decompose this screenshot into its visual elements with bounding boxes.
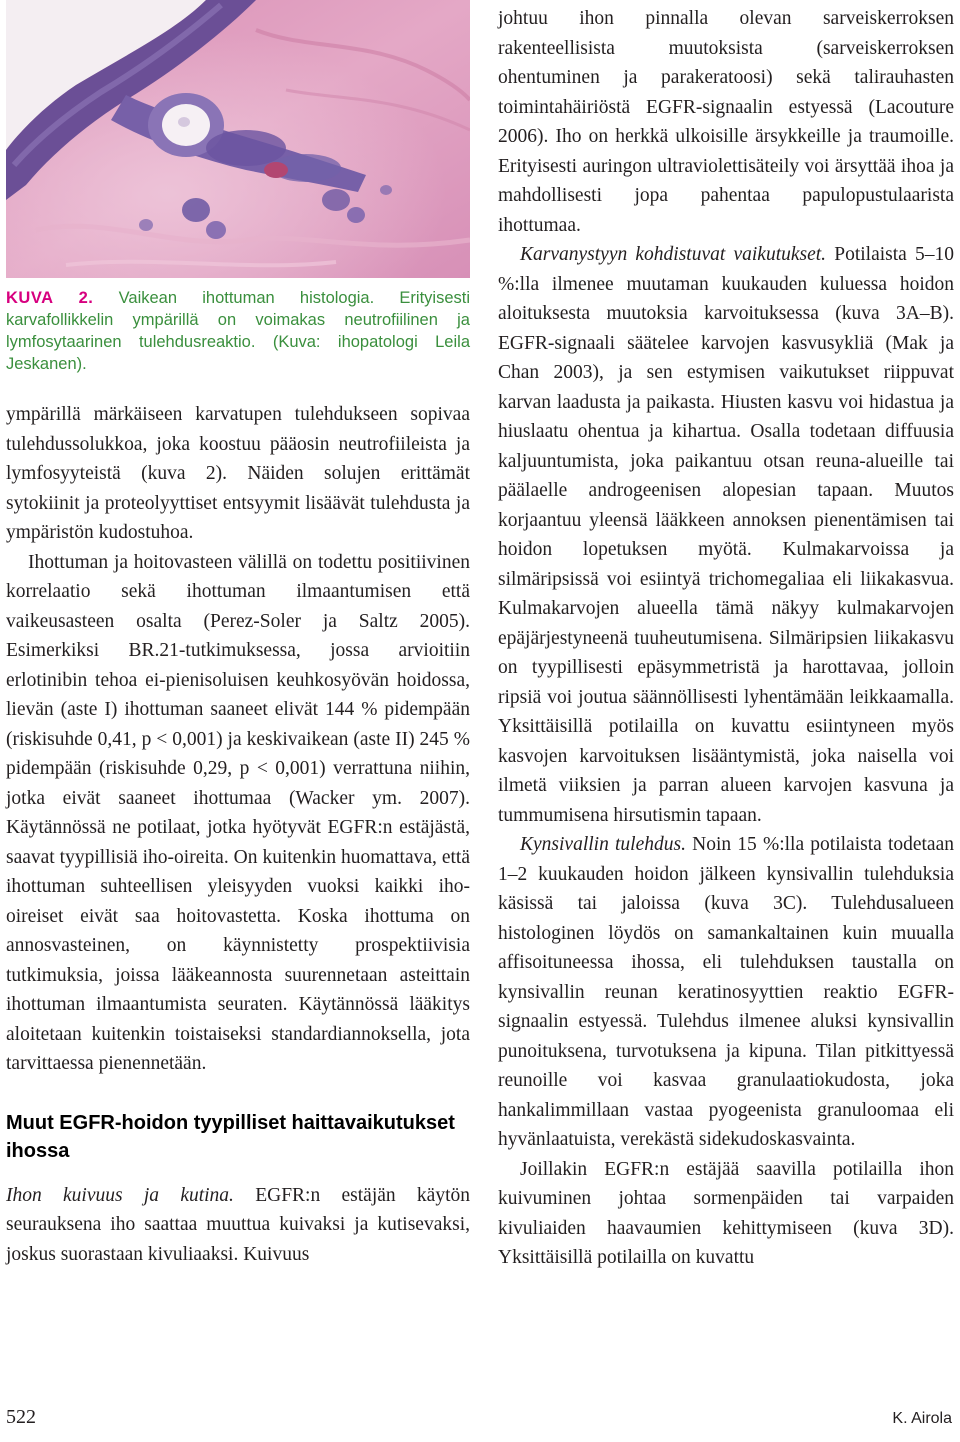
author-name: K. Airola (892, 1410, 952, 1427)
paragraph-title: Kynsivallin tulehdus. (520, 834, 686, 855)
paragraph-text: Noin 15 %:lla potilaista todetaan 1–2 kuukauden hoidon jälkeen kynsivallin tulehduksia käsissä tai jaloissa (kuva 3C). Tulehdusalueen histologinen löydös on samankaltainen kuin muualla affisoituneessa ihossa, eli tulehduksen taustalla on kynsivallin reunan keratinosyyttien reaktio EGFR-signaalin estyessä. Tulehdus ilmenee aluksi kynsivallin punoituksena, turvotuksena ja kipuna. Tilan pitkittyessä reunoille voi kasvaa granulaatiokudosta, joka hankalimmillaan vastaa pyogeenista granuloomaa eli hyvänlaatuista, verekästä sidekudoskasvainta. (498, 834, 954, 1150)
paragraph-text: EGFR:n estäjän käytön seurauksena iho saattaa muuttua kuivaksi ja kutisevaksi, joskus suorastaan kivuliaaksi. Kuivuus (6, 1184, 470, 1265)
figure-caption (6, 287, 470, 375)
histology-image-graphic (6, 0, 470, 278)
paragraph-title: Ihon kuivuus ja kutina. (6, 1184, 234, 1206)
histology-image (6, 0, 470, 278)
section-heading: Muut EGFR-hoidon tyypilliset haittavaikutukset ihossa (6, 1111, 455, 1162)
left-body-text (6, 400, 470, 1269)
paragraph: ympärillä märkäiseen karvatupen tulehdukseen sopivaa tulehdussolukkoa, joka koostuu pääosin neutrofiileista ja lymfosyyteistä (kuva 2). Näiden solujen erittämät sytokiinit ja proteolyyttiset entsyymit lisäävät tulehdusta ja ympäristön kudostuhoa. (6, 404, 470, 543)
paragraph: johtuu ihon pinnalla olevan sarveiskerroksen rakenteellisista muutoksista (sarveiskerroksen ohentuminen ja parakeratoosi) sekä talirauhasten toimintahäiriöstä EGFR-signaalin estyessä (Lacouture 2006). Iho on herkkä ulkoisille ärsykkeille ja traumoille. Erityisesti auringon ultraviolettisäteily voi ärsyttää ihoa ja mahdollisesti jopa pahentaa papulopustulaarista ihottumaa. (498, 8, 954, 236)
paragraph-text: Potilaista 5–10 %:lla ilmenee muutaman kuukauden kuluessa hoidon aloituksesta muutoksia karvoituksessa (kuva 3A–B). EGFR-signaali säätelee karvojen kasvusykliä (Mak ja Chan 2003), ja sen estymisen vaikutukset riippuvat karvan laadusta ja paikasta. Hiusten kasvu voi hidastua ja hiuslaatu ohentua ja kihartua. Osalla todetaan diffuusia kaljuuntumista, joka paikantuu otsan reuna-alueille tai päälaelle androgeenisen alopesian tapaan. Muutos korjaantuu yleensä lääkkeen annoksen pienentämisen tai hoidon lopetuksen myötä. Kulmakarvoissa ja silmäripsissä voi esiintyä trichomegaliaa eli liikakasvua. Kulmakarvojen alueella tämä näkyy kulmakarvojen epäjärjestyneenä tuuheutumisena. Silmäripsien liikakasvu on tyypillisesti epäsymmetristä ja harottavaa, jolloin ripsiä voi joutua säännöllisesti lyhentämään leikkaamalla. Yksittäisillä potilailla on kuvattu esiintyneen myös kasvojen karvoituksen lisääntymistä, joka naisella voi ilmetä viiksien ja parran alueen karvojen kasvuna ja tummumisena hirsutismin tapaan. (498, 244, 954, 826)
page-number: 522 (6, 1406, 36, 1428)
paragraph (498, 240, 954, 830)
figure-label: KUVA 2. (6, 289, 94, 307)
paragraph (498, 830, 954, 1155)
paragraph (6, 1181, 470, 1270)
figure-caption-text: Vaikean ihottuman histologia. Erityisesti karvafollikkelin ympärillä on voimakas neutrofiilinen ja lymfosytaarinen tulehdusreaktio. (Kuva: ihopatologi Leila Jeskanen). (6, 289, 470, 373)
right-body-text (498, 4, 954, 1273)
paragraph: Ihottuman ja hoitovasteen välillä on todettu positiivinen korrelaatio sekä ihottuman ilmaantumisen että vaikeusasteen osalta (Perez-Soler ja Saltz 2005). Esimerkiksi BR.21-tutkimuksessa, jossa arvioitiin erlotinibin tehoa ei-pienisoluisen keuhkosyövän hoidossa, lievän (aste I) ihottuman saaneet elivät 144 % pidempään (riskisuhde 0,41, p < 0,001) ja keskivaikean (aste II) 245 % pidempään (riskisuhde 0,29, p < 0,001) verrattuna niihin, jotka eivät saaneet ihottumaa (Wacker ym. 2007). Käytännössä ne potilaat, jotka hyötyvät EGFR:n estäjästä, saavat tyypillisiä iho-oireita. On kuitenkin huomattava, että ihottuman suhteellisen yleisyyden vuoksi kaikki iho-oireiset eivät saa hoitovastetta. Koska ihottuma on annosvasteinen, on käynnistetty prospektiivisia tutkimuksia, joissa lääkeannosta suurennetaan asteittain ihottuman ilmaantumista seuraten. Käytännössä lääkitys aloitetaan kuitenkin toistaiseksi standardiannoksella, jota tarvittaessa pienennetään. (6, 551, 470, 1074)
paragraph: Joillakin EGFR:n estäjää saavilla potilailla ihon kuivuminen johtaa sormenpäiden tai varpaiden kivuliaiden haavaumien kehittymiseen (kuva 3D). Yksittäisillä potilailla on kuvattu (498, 1158, 954, 1268)
paragraph-title: Karvanystyyn kohdistuvat vaikutukset. (520, 244, 827, 265)
